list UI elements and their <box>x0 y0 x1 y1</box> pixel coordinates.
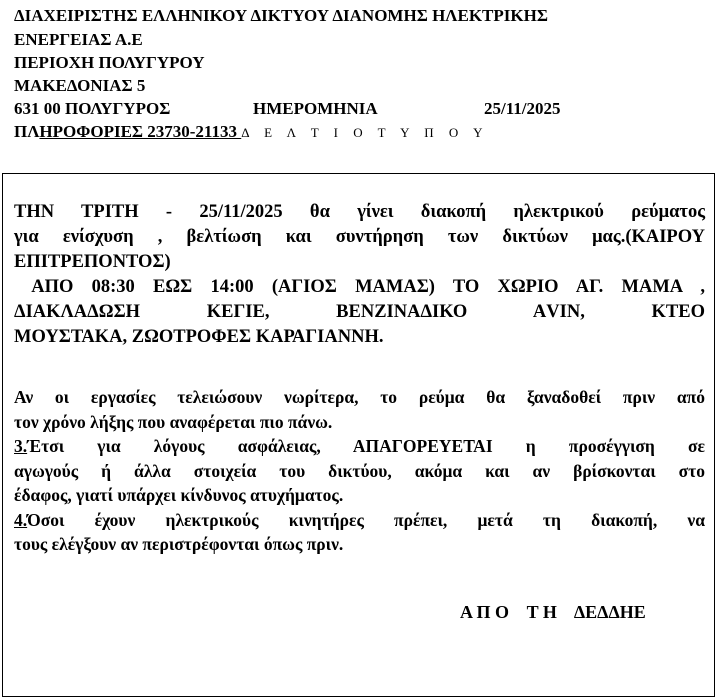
header-company-line2: ΕΝΕΡΓΕΙΑΣ Α.Ε <box>14 30 143 49</box>
header-postcode-city: 631 00 ΠΟΛΥΓΥΡΟΣ <box>14 99 171 118</box>
announcement-p1-line3: ΕΠΙΤΡΕΠΟΝΤΟΣ) <box>14 252 171 272</box>
note-1-line1: Αν οι εργασίες τελειώσουν νωρίτερα, το ρεύμα θα ξαναδοθεί πριν από <box>14 387 705 407</box>
signature: Α Π Ο Τ Η ΔΕΔΔΗΕ <box>460 602 646 622</box>
announcement-p1-line1: ΤΗΝ ΤΡΙΤΗ - 25/11/2025 θα γίνει διακοπή ηλεκτρικού ρεύματος <box>14 202 705 222</box>
announcement-p2-line1: ΑΠΟ 08:30 ΕΩΣ 14:00 (ΑΓΙΟΣ ΜΑΜΑΣ) ΤΟ ΧΩΡΙΟ ΑΓ. ΜΑΜΑ , <box>14 277 705 297</box>
header-address: ΜΑΚΕΔΟΝΙΑΣ 5 <box>14 76 146 95</box>
note-3-line1 <box>14 434 705 459</box>
note-3-line2: αγωγούς ή άλλα στοιχεία του δικτύου, ακόμα και αν βρίσκονται στο <box>14 460 705 481</box>
announcement-p2-line2: ΔΙΑΚΛΑΔΩΣΗ ΚΕΓΙΕ, ΒΕΝΖΙΝΑΔΙΚΟ ΑVIN, ΚΤΕΟ <box>14 302 705 322</box>
header-date-label: ΗΜΕΡΟΜΗΝΙΑ <box>253 99 378 118</box>
announcement-p1-line2: για ενίσχυση , βελτίωση και συντήρηση των δικτύων μας.(ΚΑΙΡΟΥ <box>14 227 705 247</box>
header-info-row <box>14 122 488 142</box>
announcement-p2-line3: ΜΟΥΣΤΑΚΑ, ΖΩΟΤΡΟΦΕΣ ΚΑΡΑΓΙΑΝΝΗ. <box>14 327 384 347</box>
note-4-line1 <box>14 508 705 533</box>
note-4-number: 4. <box>14 509 28 530</box>
header-date-value: 25/11/2025 <box>484 99 561 118</box>
note-3-text: Έτσι για λόγους ασφάλειας, ΑΠΑΓΟΡΕΥΕΤΑΙ η προσέγγιση σε <box>27 436 705 456</box>
notes-block <box>14 385 705 557</box>
header-region: ΠΕΡΙΟΧΗ ΠΟΛΥΓΥΡΟΥ <box>14 53 205 72</box>
header-info-phone: ΗΡΟΦΟΡΙΕΣ 23730-21133 <box>39 122 242 141</box>
note-3-number: 3. <box>14 436 28 456</box>
note-3-line3: έδαφος, γιατί υπάρχει κίνδυνος ατυχήματος. <box>14 485 344 505</box>
header-company-line1: ΔΙΑΧΕΙΡΙΣΤΗΣ ΕΛΛΗΝΙΚΟΥ ΔΙΚΤΥΟΥ ΔΙΑΝΟΜΗΣ ΗΛΕΚΤΡΙΚΗΣ <box>14 6 548 25</box>
note-4-text: Όσοι έχουν ηλεκτρικούς κινητήρες πρέπει, μετά τη διακοπή, να <box>27 509 705 530</box>
header-doc-type: Δ Ε Λ Τ Ι Ο Τ Υ Π Ο Υ <box>241 125 489 140</box>
announcement-paragraph-1 <box>14 200 705 350</box>
note-1-line2: τον χρόνο λήξης που αναφέρεται πιο πάνω. <box>14 411 333 432</box>
header-info-prefix: ΠΛ <box>14 122 40 141</box>
note-4-line2: τους ελέγξουν αν περιστρέφονται όπως πριν. <box>14 534 344 554</box>
